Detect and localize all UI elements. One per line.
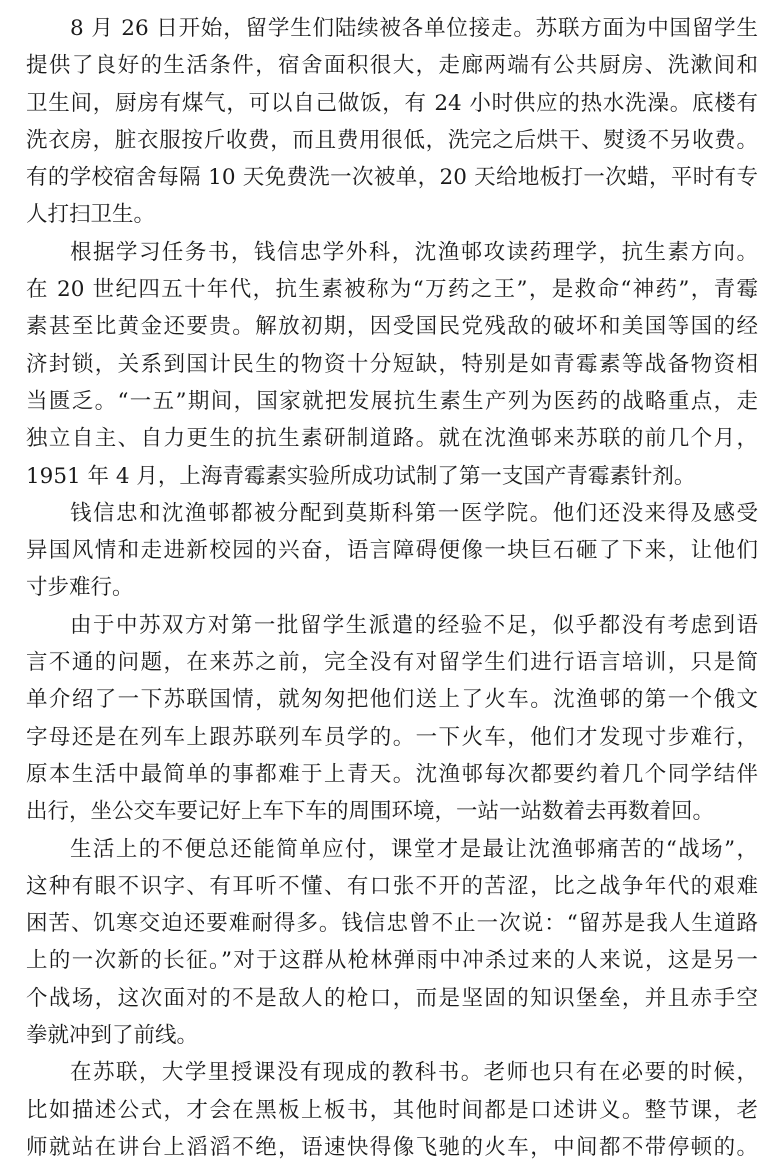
text-line: 困苦、饥寒交迫还要难耐得多。钱信忠曾不止一次说：“留苏是我人生道路 bbox=[26, 911, 758, 937]
text-line: 卫生间，厨房有煤气，可以自己做饭，有 24 小时供应的热水洗澡。底楼有 bbox=[26, 90, 758, 116]
text-line: 师就站在讲台上滔滔不绝，语速快得像飞驰的火车，中间都不带停顿的。 bbox=[26, 1134, 758, 1160]
text-line: 上的一次新的长征。”对于这群从枪林弹雨中冲杀过来的人来说，这是另一 bbox=[26, 948, 758, 974]
text-line: 生活上的不便总还能简单应付，课堂才是最让沈渔邨痛苦的“战场”， bbox=[70, 836, 758, 862]
text-line: 独立自主、自力更生的抗生素研制道路。就在沈渔邨来苏联的前几个月， bbox=[26, 426, 758, 452]
text-line: 字母还是在列车上跟苏联列车员学的。一下火车，他们才发现寸步难行， bbox=[26, 724, 758, 750]
text-line: 拳就冲到了前线。 bbox=[26, 1023, 199, 1049]
text-line: 人打扫卫生。 bbox=[26, 202, 156, 228]
text-line: 钱信忠和沈渔邨都被分配到莫斯科第一医学院。他们还没来得及感受 bbox=[70, 500, 758, 526]
text-line: 根据学习任务书，钱信忠学外科，沈渔邨攻读药理学，抗生素方向。 bbox=[70, 239, 758, 265]
text-line: 1951 年 4 月，上海青霉素实验所成功试制了第一支国产青霉素针剂。 bbox=[26, 463, 696, 489]
text-line: 有的学校宿舍每隔 10 天免费洗一次被单，20 天给地板打一次蜡，平时有专 bbox=[26, 165, 758, 191]
text-line: 这种有眼不识字、有耳听不懂、有口张不开的苦涩，比之战争年代的艰难 bbox=[26, 873, 758, 899]
text-line: 单介绍了一下苏联国情，就匆匆把他们送上了火车。沈渔邨的第一个俄文 bbox=[26, 687, 758, 713]
text-line: 素甚至比黄金还要贵。解放初期，因受国民党残敌的破坏和美国等国的经 bbox=[26, 314, 758, 340]
document-page bbox=[26, 10, 758, 1166]
text-line: 8 月 26 日开始，留学生们陆续被各单位接走。苏联方面为中国留学生 bbox=[70, 16, 758, 41]
text-line: 在苏联，大学里授课没有现成的教科书。老师也只有在必要的时候， bbox=[70, 1060, 758, 1086]
text-line: 提供了良好的生活条件，宿舍面积很大，走廊两端有公共厨房、洗漱间和 bbox=[26, 53, 758, 79]
text-line: 洗衣房，脏衣服按斤收费，而且费用很低，洗完之后烘干、熨烫不另收费。 bbox=[26, 127, 758, 153]
text-line: 在 20 世纪四五十年代，抗生素被称为“万药之王”，是救命“神药”，青霉 bbox=[26, 277, 758, 303]
text-line: 由于中苏双方对第一批留学生派遣的经验不足，似乎都没有考虑到语 bbox=[70, 612, 758, 638]
text-line: 言不通的问题，在来苏之前，完全没有对留学生们进行语言培训，只是简 bbox=[26, 650, 758, 676]
text-line: 原本生活中最简单的事都难于上青天。沈渔邨每次都要约着几个同学结伴 bbox=[26, 761, 758, 787]
text-line: 济封锁，关系到国计民生的物资十分短缺，特别是如青霉素等战备物资相 bbox=[26, 351, 758, 377]
text-line: 异国风情和走进新校园的兴奋，语言障碍便像一块巨石砸了下来，让他们 bbox=[26, 538, 758, 564]
text-line: 比如描述公式，才会在黑板上板书，其他时间都是口述讲义。整节课，老 bbox=[26, 1097, 758, 1123]
text-line: 个战场，这次面对的不是敌人的枪口，而是坚固的知识堡垒，并且赤手空 bbox=[26, 985, 758, 1011]
text-line: 出行，坐公交车要记好上车下车的周围环境，一站一站数着去再数着回。 bbox=[26, 799, 715, 825]
text-line: 当匮乏。“一五”期间，国家就把发展抗生素生产列为医药的战略重点，走 bbox=[26, 388, 758, 414]
text-line: 寸步难行。 bbox=[26, 575, 134, 601]
